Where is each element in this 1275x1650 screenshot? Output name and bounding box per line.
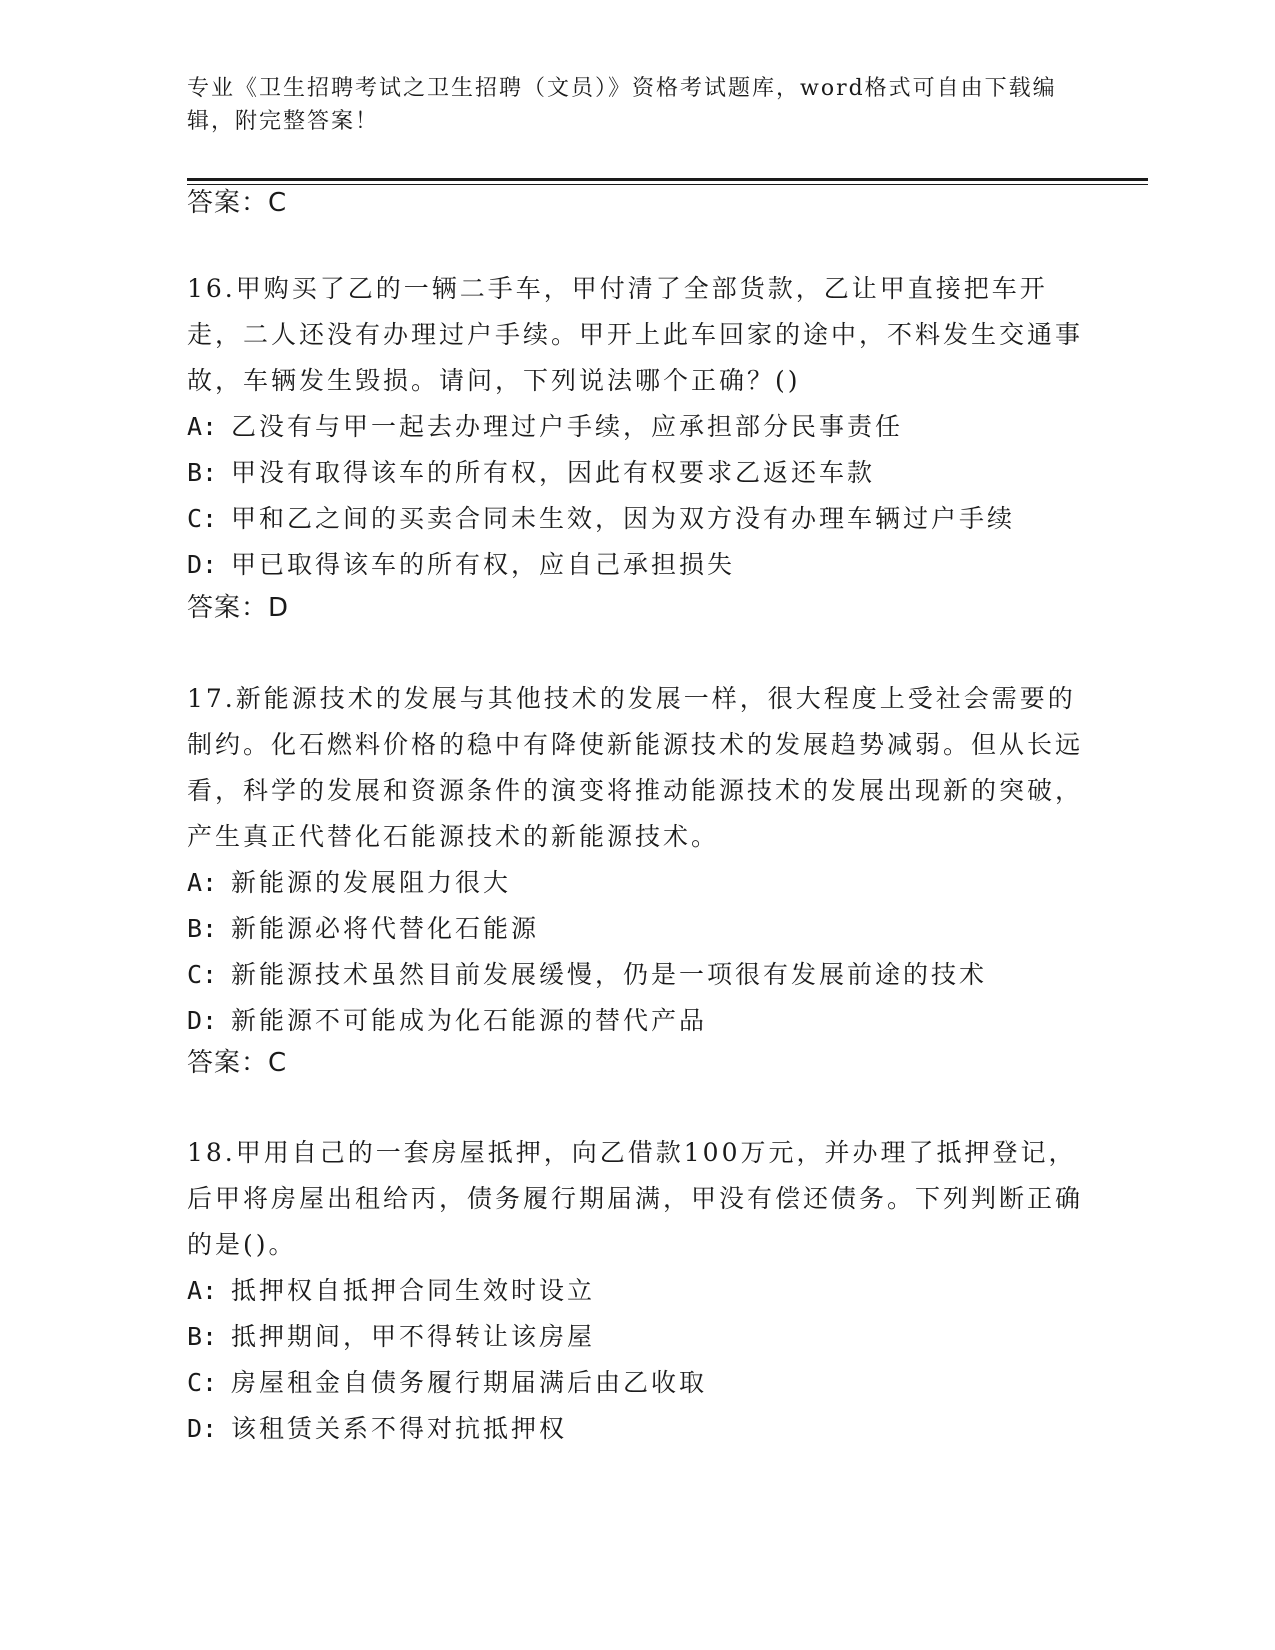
option-letter: B: xyxy=(187,458,218,487)
option-letter: C: xyxy=(187,960,218,989)
option-letter: D: xyxy=(187,1006,218,1035)
option-letter: B: xyxy=(187,1322,218,1351)
option-text: 新能源技术虽然目前发展缓慢，仍是一项很有发展前途的技术 xyxy=(231,960,988,989)
option-d xyxy=(187,1406,1087,1452)
option-b xyxy=(187,450,1087,496)
option-letter: B: xyxy=(187,914,218,943)
answer-17: 答案：C xyxy=(187,1048,288,1078)
question-16 xyxy=(187,266,1087,588)
option-letter: C: xyxy=(187,1368,218,1397)
question-stem: 17.新能源技术的发展与其他技术的发展一样，很大程度上受社会需要的制约。化石燃料价格的稳中有降使新能源技术的发展趋势减弱。但从长远看，科学的发展和资源条件的演变将推动能源技术的发展出现新的突破，产生真正代替化石能源技术的新能源技术。 xyxy=(187,684,1084,851)
option-letter: A: xyxy=(187,412,218,441)
option-letter: D: xyxy=(187,550,218,579)
option-a xyxy=(187,1268,1087,1314)
answer-16: 答案：D xyxy=(187,593,290,623)
option-a xyxy=(187,860,1087,906)
header-rule-thick xyxy=(187,178,1148,181)
option-text: 房屋租金自债务履行期届满后由乙收取 xyxy=(231,1368,708,1397)
option-text: 甲和乙之间的买卖合同未生效，因为双方没有办理车辆过户手续 xyxy=(231,504,1016,533)
option-letter: C: xyxy=(187,504,218,533)
document-header xyxy=(187,72,1087,138)
option-text: 乙没有与甲一起去办理过户手续，应承担部分民事责任 xyxy=(231,412,904,441)
option-letter: A: xyxy=(187,868,218,897)
answer-prev: 答案：C xyxy=(187,188,288,218)
header-rule-thin xyxy=(187,184,1148,185)
option-letter: D: xyxy=(187,1414,218,1443)
option-letter: A: xyxy=(187,1276,218,1305)
option-text: 新能源必将代替化石能源 xyxy=(231,914,540,943)
question-stem: 16.甲购买了乙的一辆二手车，甲付清了全部货款，乙让甲直接把车开走，二人还没有办理过户手续。甲开上此车回家的途中，不料发生交通事故，车辆发生毁损。请问，下列说法哪个正确？() xyxy=(187,274,1084,395)
question-18 xyxy=(187,1130,1087,1452)
question-stem: 18.甲用自己的一套房屋抵押，向乙借款100万元，并办理了抵押登记，后甲将房屋出租给丙，债务履行期届满，甲没有偿还债务。下列判断正确的是()。 xyxy=(187,1138,1084,1259)
option-c xyxy=(187,1360,1087,1406)
option-text: 新能源的发展阻力很大 xyxy=(231,868,512,897)
option-b xyxy=(187,1314,1087,1360)
header-intro-text: 专业《卫生招聘考试之卫生招聘（文员）》资格考试题库，word格式可自由下载编辑，附完整答案！ xyxy=(187,76,1057,134)
option-text: 甲已取得该车的所有权，应自己承担损失 xyxy=(231,550,736,579)
option-d xyxy=(187,998,1087,1044)
option-d xyxy=(187,542,1087,588)
option-text: 该租赁关系不得对抗抵押权 xyxy=(231,1414,568,1443)
option-text: 新能源不可能成为化石能源的替代产品 xyxy=(231,1006,708,1035)
question-17 xyxy=(187,676,1087,1044)
option-text: 抵押权自抵押合同生效时设立 xyxy=(231,1276,596,1305)
option-c xyxy=(187,496,1087,542)
option-b xyxy=(187,906,1087,952)
option-a xyxy=(187,404,1087,450)
option-text: 甲没有取得该车的所有权，因此有权要求乙返还车款 xyxy=(231,458,876,487)
option-text: 抵押期间，甲不得转让该房屋 xyxy=(231,1322,596,1351)
option-c xyxy=(187,952,1087,998)
